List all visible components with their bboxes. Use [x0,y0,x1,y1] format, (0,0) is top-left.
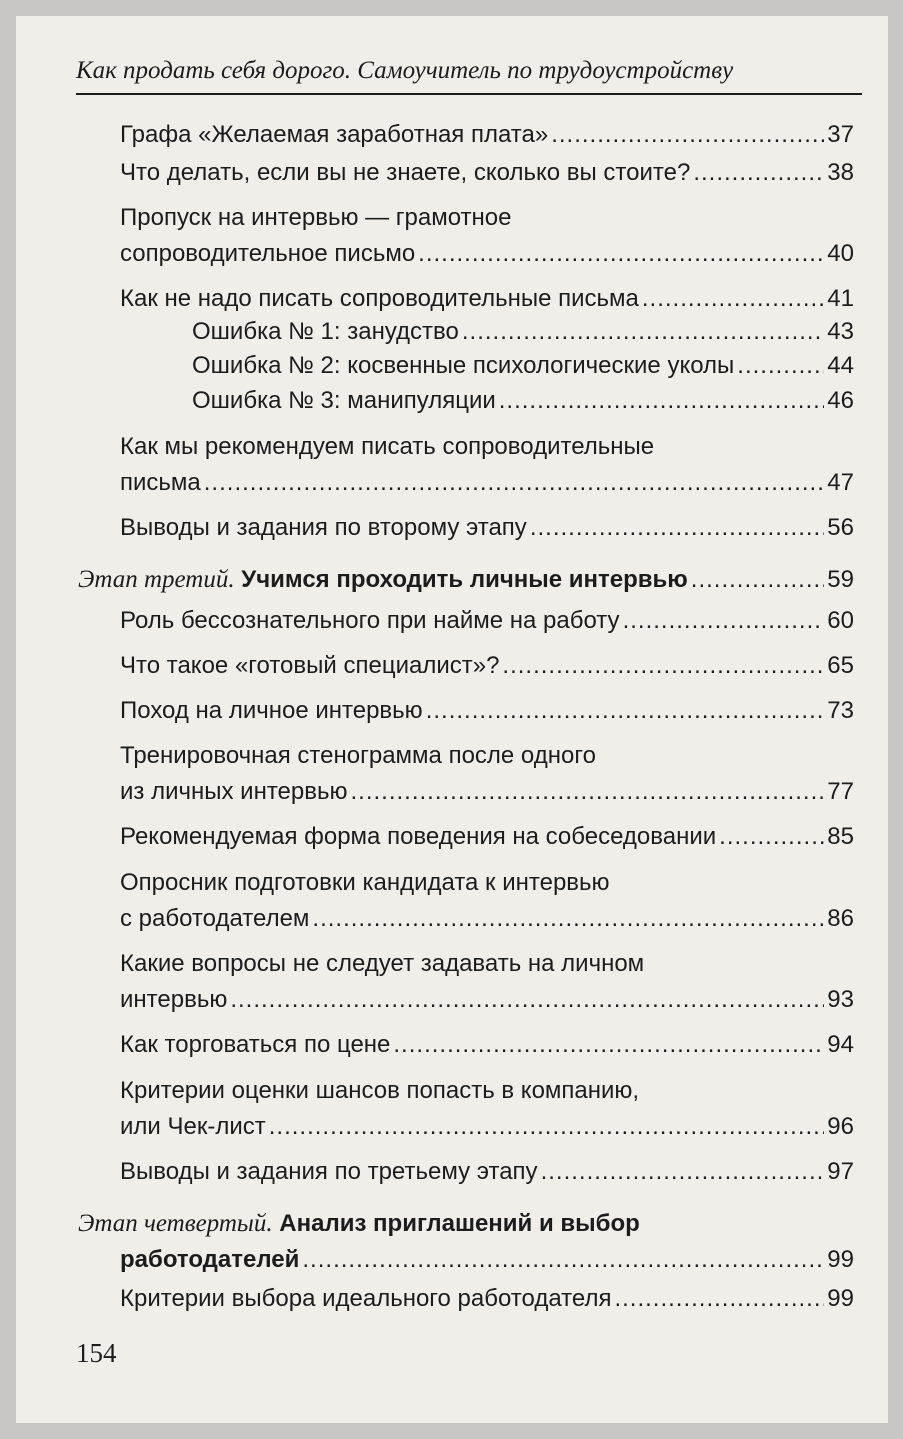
toc-entry [120,777,854,806]
toc-entry-title-line: Тренировочная стенограмма после одного [120,742,596,769]
toc-leader-dots [642,284,824,313]
toc-leader-dots [230,985,824,1014]
toc-entry-title: Выводы и задания по второму этапу [120,514,527,541]
toc-entry-title: Ошибка № 2: косвенные психологические уколы [192,352,735,379]
toc-leader-dots [312,904,824,933]
toc-page-number: 96 [827,1113,854,1140]
toc-entry [120,120,854,149]
toc-entry-title: Графа «Желаемая заработная плата» [120,121,549,148]
toc-entry-title-line: Какие вопросы не следует задавать на личном [120,950,645,977]
toc-entry-title: или Чек-лист [120,1113,266,1140]
toc-entry-title-line: Опросник подготовки кандидата к интервью [120,869,610,896]
toc-subentry [192,317,854,346]
toc-stage-entry [120,1245,854,1274]
toc-entry [120,513,854,542]
toc-entry-title: из личных интервью [120,778,348,805]
toc-leader-dots [502,651,824,680]
toc-entry-title: Выводы и задания по третьему этапу [120,1158,538,1185]
toc-leader-dots [551,120,824,149]
toc-entry-title: Что делать, если вы не знаете, сколько вы стоите? [120,159,691,186]
toc-entry [120,606,854,635]
toc-page-number: 86 [827,905,854,932]
toc-page-number: 93 [827,986,854,1013]
stage-title-continued: работодателей [120,1246,300,1273]
toc-subentry [192,386,854,415]
toc-leader-dots [269,1112,825,1141]
toc-entry-title-line: Как мы рекомендуем писать сопроводительные [120,433,655,460]
toc-entry-title: Что такое «готовый специалист»? [120,652,500,679]
toc-entry-title: Как торговаться по цене [120,1031,391,1058]
toc-entry [120,239,854,268]
toc-entry [120,158,854,187]
toc-page-number: 97 [827,1158,854,1185]
toc-page-number: 59 [827,566,854,593]
toc-entry-title: Роль бессознательного при найме на работу [120,607,620,634]
toc-page-number: 99 [827,1285,854,1312]
toc-page-number: 40 [827,240,854,267]
toc-leader-dots [719,822,824,851]
toc-leader-dots [393,1030,824,1059]
toc-entry-title-line: Пропуск на интервью — грамотное [120,204,512,231]
stage-title: Учимся проходить личные интервью [241,566,688,593]
toc-entry [120,1030,854,1059]
toc-entry-title: Поход на личное интервью [120,697,423,724]
toc-entry-title: письма [120,469,201,496]
toc-page-number: 99 [827,1246,854,1273]
page-number: 154 [76,1338,117,1368]
toc-entry-title: Рекомендуемая форма поведения на собеседовании [120,823,717,850]
toc-page-number: 37 [827,121,854,148]
toc-entry [120,468,854,497]
toc-leader-dots [426,696,825,725]
toc-page-number: 38 [827,159,854,186]
toc-entry [120,985,854,1014]
toc-entry-title: с работодателем [120,905,310,932]
toc-entry [120,1157,854,1186]
header-rule [76,93,862,95]
toc-leader-dots [462,317,824,346]
toc-leader-dots [351,777,825,806]
toc-page-number: 85 [827,823,854,850]
toc-entry-title: Ошибка № 1: занудство [192,318,459,345]
toc-entry [120,822,854,851]
stage-label: Этап четвертый. [78,1210,273,1237]
book-page [16,16,888,1423]
toc-entry-title: интервью [120,986,228,1013]
toc-page-number: 47 [827,469,854,496]
toc-leader-dots [693,158,824,187]
toc-entry-title: Критерии выбора идеального работодателя [120,1285,612,1312]
toc-subentry [192,351,854,380]
toc-leader-dots [623,606,825,635]
toc-entry [120,284,854,313]
toc-entry-title: Ошибка № 3: манипуляции [192,387,496,414]
stage-title: Анализ приглашений и выбор [279,1210,640,1237]
toc-page-number: 73 [827,697,854,724]
toc-page-number: 43 [827,318,854,345]
toc-entry-title: сопроводительное письмо [120,240,416,267]
toc-page-number: 65 [827,652,854,679]
toc-page-number: 56 [827,514,854,541]
toc-leader-dots [614,1284,824,1313]
toc-leader-dots [418,239,824,268]
toc-leader-dots [302,1245,824,1274]
toc-stage-entry [78,565,854,594]
toc-leader-dots [499,386,825,415]
toc-page-number: 46 [827,387,854,414]
toc-leader-dots [204,468,825,497]
toc-entry [120,904,854,933]
toc-leader-dots [737,351,824,380]
toc-page-number: 77 [827,778,854,805]
toc-page-number: 94 [827,1031,854,1058]
toc-entry [120,1284,854,1313]
toc-leader-dots [541,1157,825,1186]
toc-entry [120,651,854,680]
running-title: Как продать себя дорого. Самоучитель по трудоустройству [76,57,734,84]
toc-entry-title-line: Критерии оценки шансов попасть в компанию, [120,1077,640,1104]
toc-leader-dots [530,513,824,542]
toc-entry [120,696,854,725]
stage-label: Этап третий. [78,566,235,593]
toc-stage-entry-line [78,1209,854,1238]
toc-entry [120,1112,854,1141]
toc-entry-title: Как не надо писать сопроводительные письма [120,285,639,312]
toc-page-number: 60 [827,607,854,634]
toc-page-number: 44 [827,352,854,379]
toc-leader-dots [691,565,825,594]
toc-page-number: 41 [827,285,854,312]
